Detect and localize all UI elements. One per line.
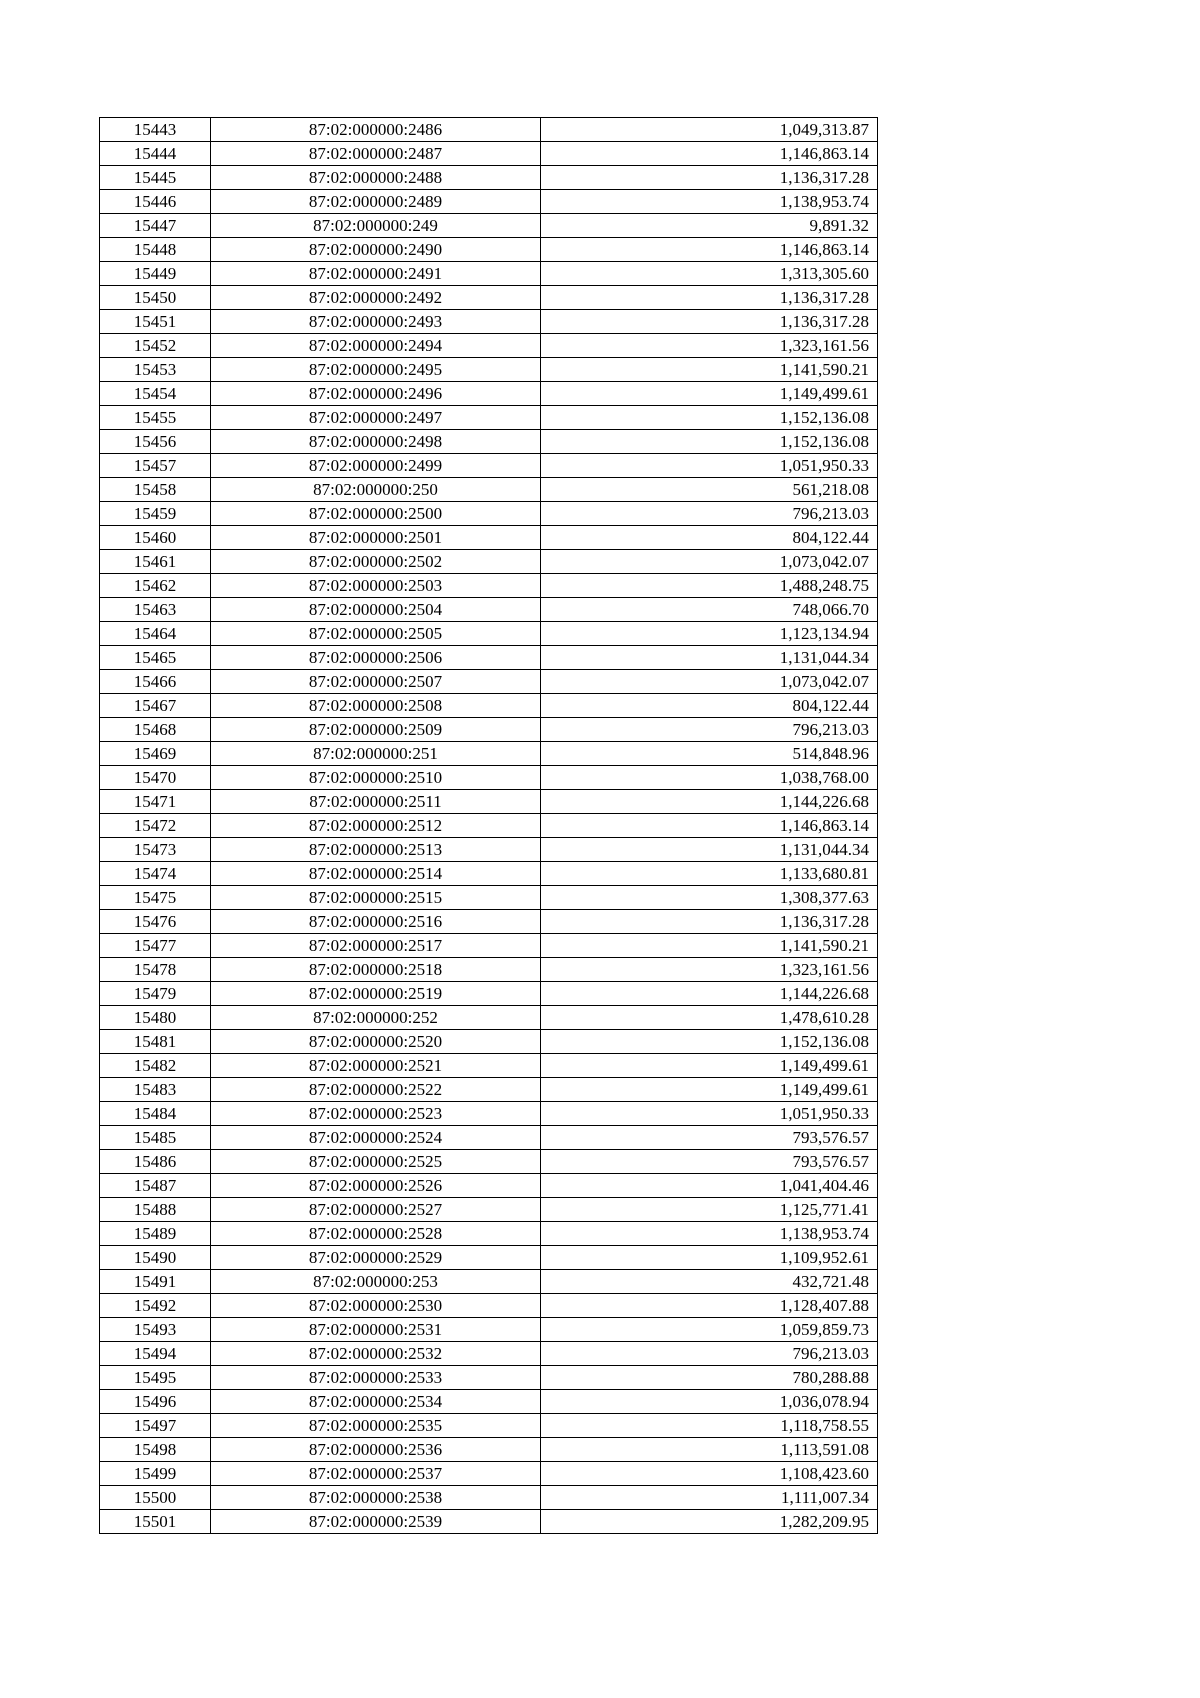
table-row	[100, 910, 878, 934]
row-id-cell: 15500	[100, 1486, 211, 1510]
value-cell: 748,066.70	[541, 598, 878, 622]
value-cell: 1,131,044.34	[541, 646, 878, 670]
row-id-cell: 15472	[100, 814, 211, 838]
cadastral-number-cell: 87:02:000000:2501	[211, 526, 541, 550]
value-cell: 1,146,863.14	[541, 142, 878, 166]
value-cell: 1,323,161.56	[541, 958, 878, 982]
cadastral-number-cell: 87:02:000000:2495	[211, 358, 541, 382]
value-cell: 804,122.44	[541, 526, 878, 550]
row-id-cell: 15498	[100, 1438, 211, 1462]
cadastral-number-cell: 87:02:000000:251	[211, 742, 541, 766]
cadastral-number-cell: 87:02:000000:2487	[211, 142, 541, 166]
row-id-cell: 15443	[100, 118, 211, 142]
row-id-cell: 15454	[100, 382, 211, 406]
cadastral-number-cell: 87:02:000000:2511	[211, 790, 541, 814]
cadastral-number-cell: 87:02:000000:2509	[211, 718, 541, 742]
table-row	[100, 622, 878, 646]
row-id-cell: 15491	[100, 1270, 211, 1294]
cadastral-number-cell: 87:02:000000:2525	[211, 1150, 541, 1174]
table-row	[100, 1054, 878, 1078]
value-cell: 1,141,590.21	[541, 358, 878, 382]
cadastral-number-cell: 87:02:000000:2507	[211, 670, 541, 694]
table-row	[100, 1390, 878, 1414]
row-id-cell: 15487	[100, 1174, 211, 1198]
row-id-cell: 15484	[100, 1102, 211, 1126]
value-cell: 804,122.44	[541, 694, 878, 718]
table-row	[100, 238, 878, 262]
table-row	[100, 1510, 878, 1534]
value-cell: 1,131,044.34	[541, 838, 878, 862]
cadastral-number-cell: 87:02:000000:2518	[211, 958, 541, 982]
table-row	[100, 1030, 878, 1054]
value-cell: 1,136,317.28	[541, 166, 878, 190]
cadastral-number-cell: 87:02:000000:2531	[211, 1318, 541, 1342]
value-cell: 432,721.48	[541, 1270, 878, 1294]
value-cell: 1,146,863.14	[541, 814, 878, 838]
row-id-cell: 15470	[100, 766, 211, 790]
row-id-cell: 15477	[100, 934, 211, 958]
row-id-cell: 15462	[100, 574, 211, 598]
table-row	[100, 142, 878, 166]
row-id-cell: 15499	[100, 1462, 211, 1486]
row-id-cell: 15451	[100, 310, 211, 334]
table-row	[100, 1366, 878, 1390]
cadastral-number-cell: 87:02:000000:2499	[211, 454, 541, 478]
table-row	[100, 478, 878, 502]
value-cell: 1,051,950.33	[541, 1102, 878, 1126]
cadastral-number-cell: 87:02:000000:2522	[211, 1078, 541, 1102]
table-row	[100, 934, 878, 958]
row-id-cell: 15466	[100, 670, 211, 694]
row-id-cell: 15483	[100, 1078, 211, 1102]
table-row	[100, 214, 878, 238]
cadastral-number-cell: 87:02:000000:2510	[211, 766, 541, 790]
table-row	[100, 1438, 878, 1462]
row-id-cell: 15447	[100, 214, 211, 238]
value-cell: 1,308,377.63	[541, 886, 878, 910]
table-row	[100, 502, 878, 526]
table-row	[100, 430, 878, 454]
value-cell: 1,073,042.07	[541, 670, 878, 694]
cadastral-number-cell: 87:02:000000:2513	[211, 838, 541, 862]
value-cell: 1,051,950.33	[541, 454, 878, 478]
table-row	[100, 646, 878, 670]
cadastral-number-cell: 87:02:000000:2539	[211, 1510, 541, 1534]
table-row	[100, 1174, 878, 1198]
row-id-cell: 15485	[100, 1126, 211, 1150]
value-cell: 1,144,226.68	[541, 982, 878, 1006]
table-row	[100, 1486, 878, 1510]
value-cell: 793,576.57	[541, 1150, 878, 1174]
row-id-cell: 15495	[100, 1366, 211, 1390]
cadastral-number-cell: 87:02:000000:2504	[211, 598, 541, 622]
row-id-cell: 15494	[100, 1342, 211, 1366]
cadastral-number-cell: 87:02:000000:249	[211, 214, 541, 238]
cadastral-number-cell: 87:02:000000:2535	[211, 1414, 541, 1438]
row-id-cell: 15501	[100, 1510, 211, 1534]
table-row	[100, 310, 878, 334]
row-id-cell: 15452	[100, 334, 211, 358]
cadastral-number-cell: 87:02:000000:2505	[211, 622, 541, 646]
row-id-cell: 15493	[100, 1318, 211, 1342]
row-id-cell: 15467	[100, 694, 211, 718]
table-row	[100, 742, 878, 766]
row-id-cell: 15469	[100, 742, 211, 766]
value-cell: 1,128,407.88	[541, 1294, 878, 1318]
value-cell: 1,313,305.60	[541, 262, 878, 286]
row-id-cell: 15475	[100, 886, 211, 910]
table-row	[100, 526, 878, 550]
table-row	[100, 1342, 878, 1366]
table-row	[100, 190, 878, 214]
value-cell: 1,149,499.61	[541, 1054, 878, 1078]
row-id-cell: 15468	[100, 718, 211, 742]
value-cell: 780,288.88	[541, 1366, 878, 1390]
table-row	[100, 958, 878, 982]
row-id-cell: 15471	[100, 790, 211, 814]
table-row	[100, 118, 878, 142]
value-cell: 1,136,317.28	[541, 286, 878, 310]
table-row	[100, 1150, 878, 1174]
cadastral-number-cell: 87:02:000000:2537	[211, 1462, 541, 1486]
cadastral-number-cell: 87:02:000000:2524	[211, 1126, 541, 1150]
table-row	[100, 262, 878, 286]
value-cell: 1,488,248.75	[541, 574, 878, 598]
value-cell: 1,111,007.34	[541, 1486, 878, 1510]
table-row	[100, 790, 878, 814]
table-row	[100, 1102, 878, 1126]
table-row	[100, 670, 878, 694]
cadastral-number-cell: 87:02:000000:253	[211, 1270, 541, 1294]
value-cell: 1,038,768.00	[541, 766, 878, 790]
cadastral-number-cell: 87:02:000000:2527	[211, 1198, 541, 1222]
cadastral-number-cell: 87:02:000000:2515	[211, 886, 541, 910]
cadastral-number-cell: 87:02:000000:2529	[211, 1246, 541, 1270]
cadastral-number-cell: 87:02:000000:2491	[211, 262, 541, 286]
row-id-cell: 15450	[100, 286, 211, 310]
value-cell: 796,213.03	[541, 502, 878, 526]
value-cell: 1,152,136.08	[541, 430, 878, 454]
cadastral-number-cell: 87:02:000000:2512	[211, 814, 541, 838]
value-cell: 1,113,591.08	[541, 1438, 878, 1462]
value-cell: 1,109,952.61	[541, 1246, 878, 1270]
row-id-cell: 15444	[100, 142, 211, 166]
row-id-cell: 15490	[100, 1246, 211, 1270]
value-cell: 1,073,042.07	[541, 550, 878, 574]
table-row	[100, 862, 878, 886]
row-id-cell: 15448	[100, 238, 211, 262]
table-row	[100, 1006, 878, 1030]
table-row	[100, 1318, 878, 1342]
row-id-cell: 15463	[100, 598, 211, 622]
cadastral-number-cell: 87:02:000000:252	[211, 1006, 541, 1030]
row-id-cell: 15460	[100, 526, 211, 550]
cadastral-number-cell: 87:02:000000:2500	[211, 502, 541, 526]
value-cell: 796,213.03	[541, 1342, 878, 1366]
cadastral-number-cell: 87:02:000000:2538	[211, 1486, 541, 1510]
cadastral-value-table	[99, 117, 878, 1534]
cadastral-number-cell: 87:02:000000:2488	[211, 166, 541, 190]
value-cell: 1,144,226.68	[541, 790, 878, 814]
table-row	[100, 598, 878, 622]
cadastral-number-cell: 87:02:000000:2520	[211, 1030, 541, 1054]
table-row	[100, 574, 878, 598]
value-cell: 796,213.03	[541, 718, 878, 742]
cadastral-number-cell: 87:02:000000:2523	[211, 1102, 541, 1126]
row-id-cell: 15455	[100, 406, 211, 430]
row-id-cell: 15449	[100, 262, 211, 286]
value-cell: 1,125,771.41	[541, 1198, 878, 1222]
table-body	[100, 118, 878, 1534]
table-row	[100, 1198, 878, 1222]
value-cell: 1,138,953.74	[541, 1222, 878, 1246]
row-id-cell: 15458	[100, 478, 211, 502]
cadastral-number-cell: 87:02:000000:2486	[211, 118, 541, 142]
table-row	[100, 1270, 878, 1294]
cadastral-number-cell: 87:02:000000:2506	[211, 646, 541, 670]
value-cell: 1,149,499.61	[541, 1078, 878, 1102]
cadastral-number-cell: 87:02:000000:250	[211, 478, 541, 502]
cadastral-number-cell: 87:02:000000:2517	[211, 934, 541, 958]
value-cell: 1,478,610.28	[541, 1006, 878, 1030]
cadastral-number-cell: 87:02:000000:2519	[211, 982, 541, 1006]
row-id-cell: 15478	[100, 958, 211, 982]
row-id-cell: 15480	[100, 1006, 211, 1030]
value-cell: 1,136,317.28	[541, 310, 878, 334]
cadastral-number-cell: 87:02:000000:2496	[211, 382, 541, 406]
table-row	[100, 1294, 878, 1318]
value-cell: 1,133,680.81	[541, 862, 878, 886]
table-row	[100, 1222, 878, 1246]
row-id-cell: 15464	[100, 622, 211, 646]
cadastral-number-cell: 87:02:000000:2493	[211, 310, 541, 334]
value-cell: 1,152,136.08	[541, 1030, 878, 1054]
row-id-cell: 15445	[100, 166, 211, 190]
table-row	[100, 286, 878, 310]
row-id-cell: 15457	[100, 454, 211, 478]
value-cell: 1,152,136.08	[541, 406, 878, 430]
value-cell: 1,108,423.60	[541, 1462, 878, 1486]
cadastral-number-cell: 87:02:000000:2489	[211, 190, 541, 214]
cadastral-number-cell: 87:02:000000:2508	[211, 694, 541, 718]
cadastral-number-cell: 87:02:000000:2534	[211, 1390, 541, 1414]
cadastral-number-cell: 87:02:000000:2492	[211, 286, 541, 310]
cadastral-number-cell: 87:02:000000:2532	[211, 1342, 541, 1366]
table-row	[100, 334, 878, 358]
table-row	[100, 766, 878, 790]
value-cell: 1,323,161.56	[541, 334, 878, 358]
value-cell: 1,036,078.94	[541, 1390, 878, 1414]
table-row	[100, 814, 878, 838]
table-row	[100, 406, 878, 430]
value-cell: 1,138,953.74	[541, 190, 878, 214]
cadastral-number-cell: 87:02:000000:2521	[211, 1054, 541, 1078]
cadastral-number-cell: 87:02:000000:2503	[211, 574, 541, 598]
table-row	[100, 1462, 878, 1486]
value-cell: 1,141,590.21	[541, 934, 878, 958]
cadastral-number-cell: 87:02:000000:2516	[211, 910, 541, 934]
cadastral-number-cell: 87:02:000000:2536	[211, 1438, 541, 1462]
cadastral-number-cell: 87:02:000000:2498	[211, 430, 541, 454]
row-id-cell: 15476	[100, 910, 211, 934]
row-id-cell: 15486	[100, 1150, 211, 1174]
cadastral-number-cell: 87:02:000000:2502	[211, 550, 541, 574]
table-row	[100, 718, 878, 742]
table-row	[100, 1126, 878, 1150]
row-id-cell: 15461	[100, 550, 211, 574]
table-row	[100, 1414, 878, 1438]
value-cell: 1,041,404.46	[541, 1174, 878, 1198]
row-id-cell: 15465	[100, 646, 211, 670]
cadastral-number-cell: 87:02:000000:2533	[211, 1366, 541, 1390]
row-id-cell: 15474	[100, 862, 211, 886]
table-row	[100, 838, 878, 862]
value-cell: 1,149,499.61	[541, 382, 878, 406]
cadastral-number-cell: 87:02:000000:2528	[211, 1222, 541, 1246]
cadastral-number-cell: 87:02:000000:2497	[211, 406, 541, 430]
row-id-cell: 15492	[100, 1294, 211, 1318]
row-id-cell: 15497	[100, 1414, 211, 1438]
row-id-cell: 15488	[100, 1198, 211, 1222]
row-id-cell: 15446	[100, 190, 211, 214]
row-id-cell: 15479	[100, 982, 211, 1006]
value-cell: 9,891.32	[541, 214, 878, 238]
table-row	[100, 454, 878, 478]
cadastral-number-cell: 87:02:000000:2494	[211, 334, 541, 358]
row-id-cell: 15473	[100, 838, 211, 862]
row-id-cell: 15459	[100, 502, 211, 526]
value-cell: 1,059,859.73	[541, 1318, 878, 1342]
value-cell: 1,049,313.87	[541, 118, 878, 142]
value-cell: 1,118,758.55	[541, 1414, 878, 1438]
value-cell: 1,146,863.14	[541, 238, 878, 262]
cadastral-number-cell: 87:02:000000:2490	[211, 238, 541, 262]
table-row	[100, 358, 878, 382]
value-cell: 514,848.96	[541, 742, 878, 766]
table-row	[100, 886, 878, 910]
cadastral-number-cell: 87:02:000000:2514	[211, 862, 541, 886]
row-id-cell: 15496	[100, 1390, 211, 1414]
row-id-cell: 15482	[100, 1054, 211, 1078]
row-id-cell: 15453	[100, 358, 211, 382]
value-cell: 1,282,209.95	[541, 1510, 878, 1534]
row-id-cell: 15489	[100, 1222, 211, 1246]
value-cell: 793,576.57	[541, 1126, 878, 1150]
table-row	[100, 550, 878, 574]
cadastral-number-cell: 87:02:000000:2526	[211, 1174, 541, 1198]
value-cell: 1,136,317.28	[541, 910, 878, 934]
cadastral-number-cell: 87:02:000000:2530	[211, 1294, 541, 1318]
value-cell: 1,123,134.94	[541, 622, 878, 646]
table-row	[100, 382, 878, 406]
table-row	[100, 694, 878, 718]
value-cell: 561,218.08	[541, 478, 878, 502]
table-row	[100, 982, 878, 1006]
table-row	[100, 166, 878, 190]
table-row	[100, 1246, 878, 1270]
row-id-cell: 15481	[100, 1030, 211, 1054]
table-row	[100, 1078, 878, 1102]
row-id-cell: 15456	[100, 430, 211, 454]
